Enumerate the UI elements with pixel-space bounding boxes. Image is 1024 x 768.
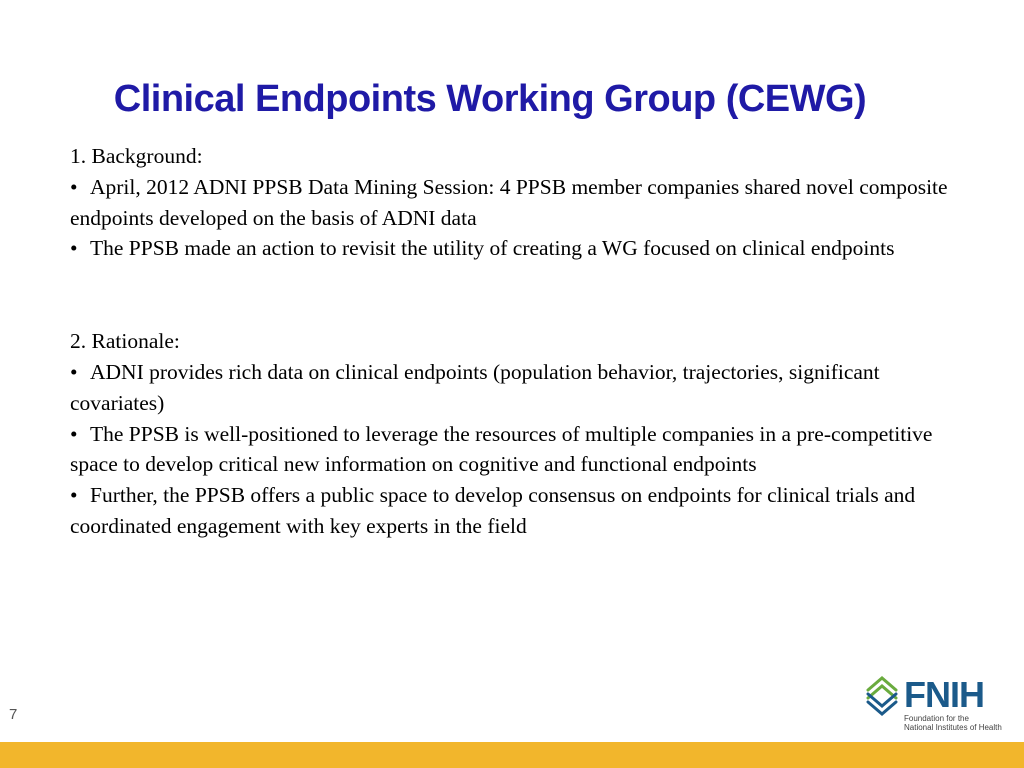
logo-wordmark: FNIH [904,674,984,715]
fnih-logo [864,668,1004,732]
bullet-item: • ADNI provides rich data on clinical endpoints (population behavior, trajectories, significant covariates) [70,357,950,419]
fnih-logo-mark-icon [864,672,900,722]
section-spacer [70,264,950,326]
section-heading-rationale: 2. Rationale: [70,329,180,354]
bullet-item: • The PPSB is well-positioned to leverage the resources of multiple companies in a pre-competitive space to develop critical new information on cognitive and functional endpoints [70,419,950,481]
logo-subtitle: Foundation for the National Institutes of Health [904,714,1002,732]
bullet-icon: • [70,359,78,384]
bullet-item: • The PPSB made an action to revisit the utility of creating a WG focused on clinical endpoints [70,233,950,264]
bullet-item: • April, 2012 ADNI PPSB Data Mining Session: 4 PPSB member companies shared novel composite endpoints developed on the basis of ADNI data [70,172,950,234]
bullet-item: • Further, the PPSB offers a public space to develop consensus on endpoints for clinical trials and coordinated engagement with key experts in the field [70,480,950,542]
page-number: 7 [9,706,18,723]
bullet-icon: • [70,236,78,261]
slide-title: Clinical Endpoints Working Group (CEWG) [113,78,867,120]
bullet-icon: • [70,421,78,446]
bullet-icon: • [70,483,78,508]
section-heading-background: 1. Background: [70,144,203,168]
footer-bar [0,742,1024,768]
slide-body [70,141,950,542]
bullet-icon: • [70,174,78,199]
